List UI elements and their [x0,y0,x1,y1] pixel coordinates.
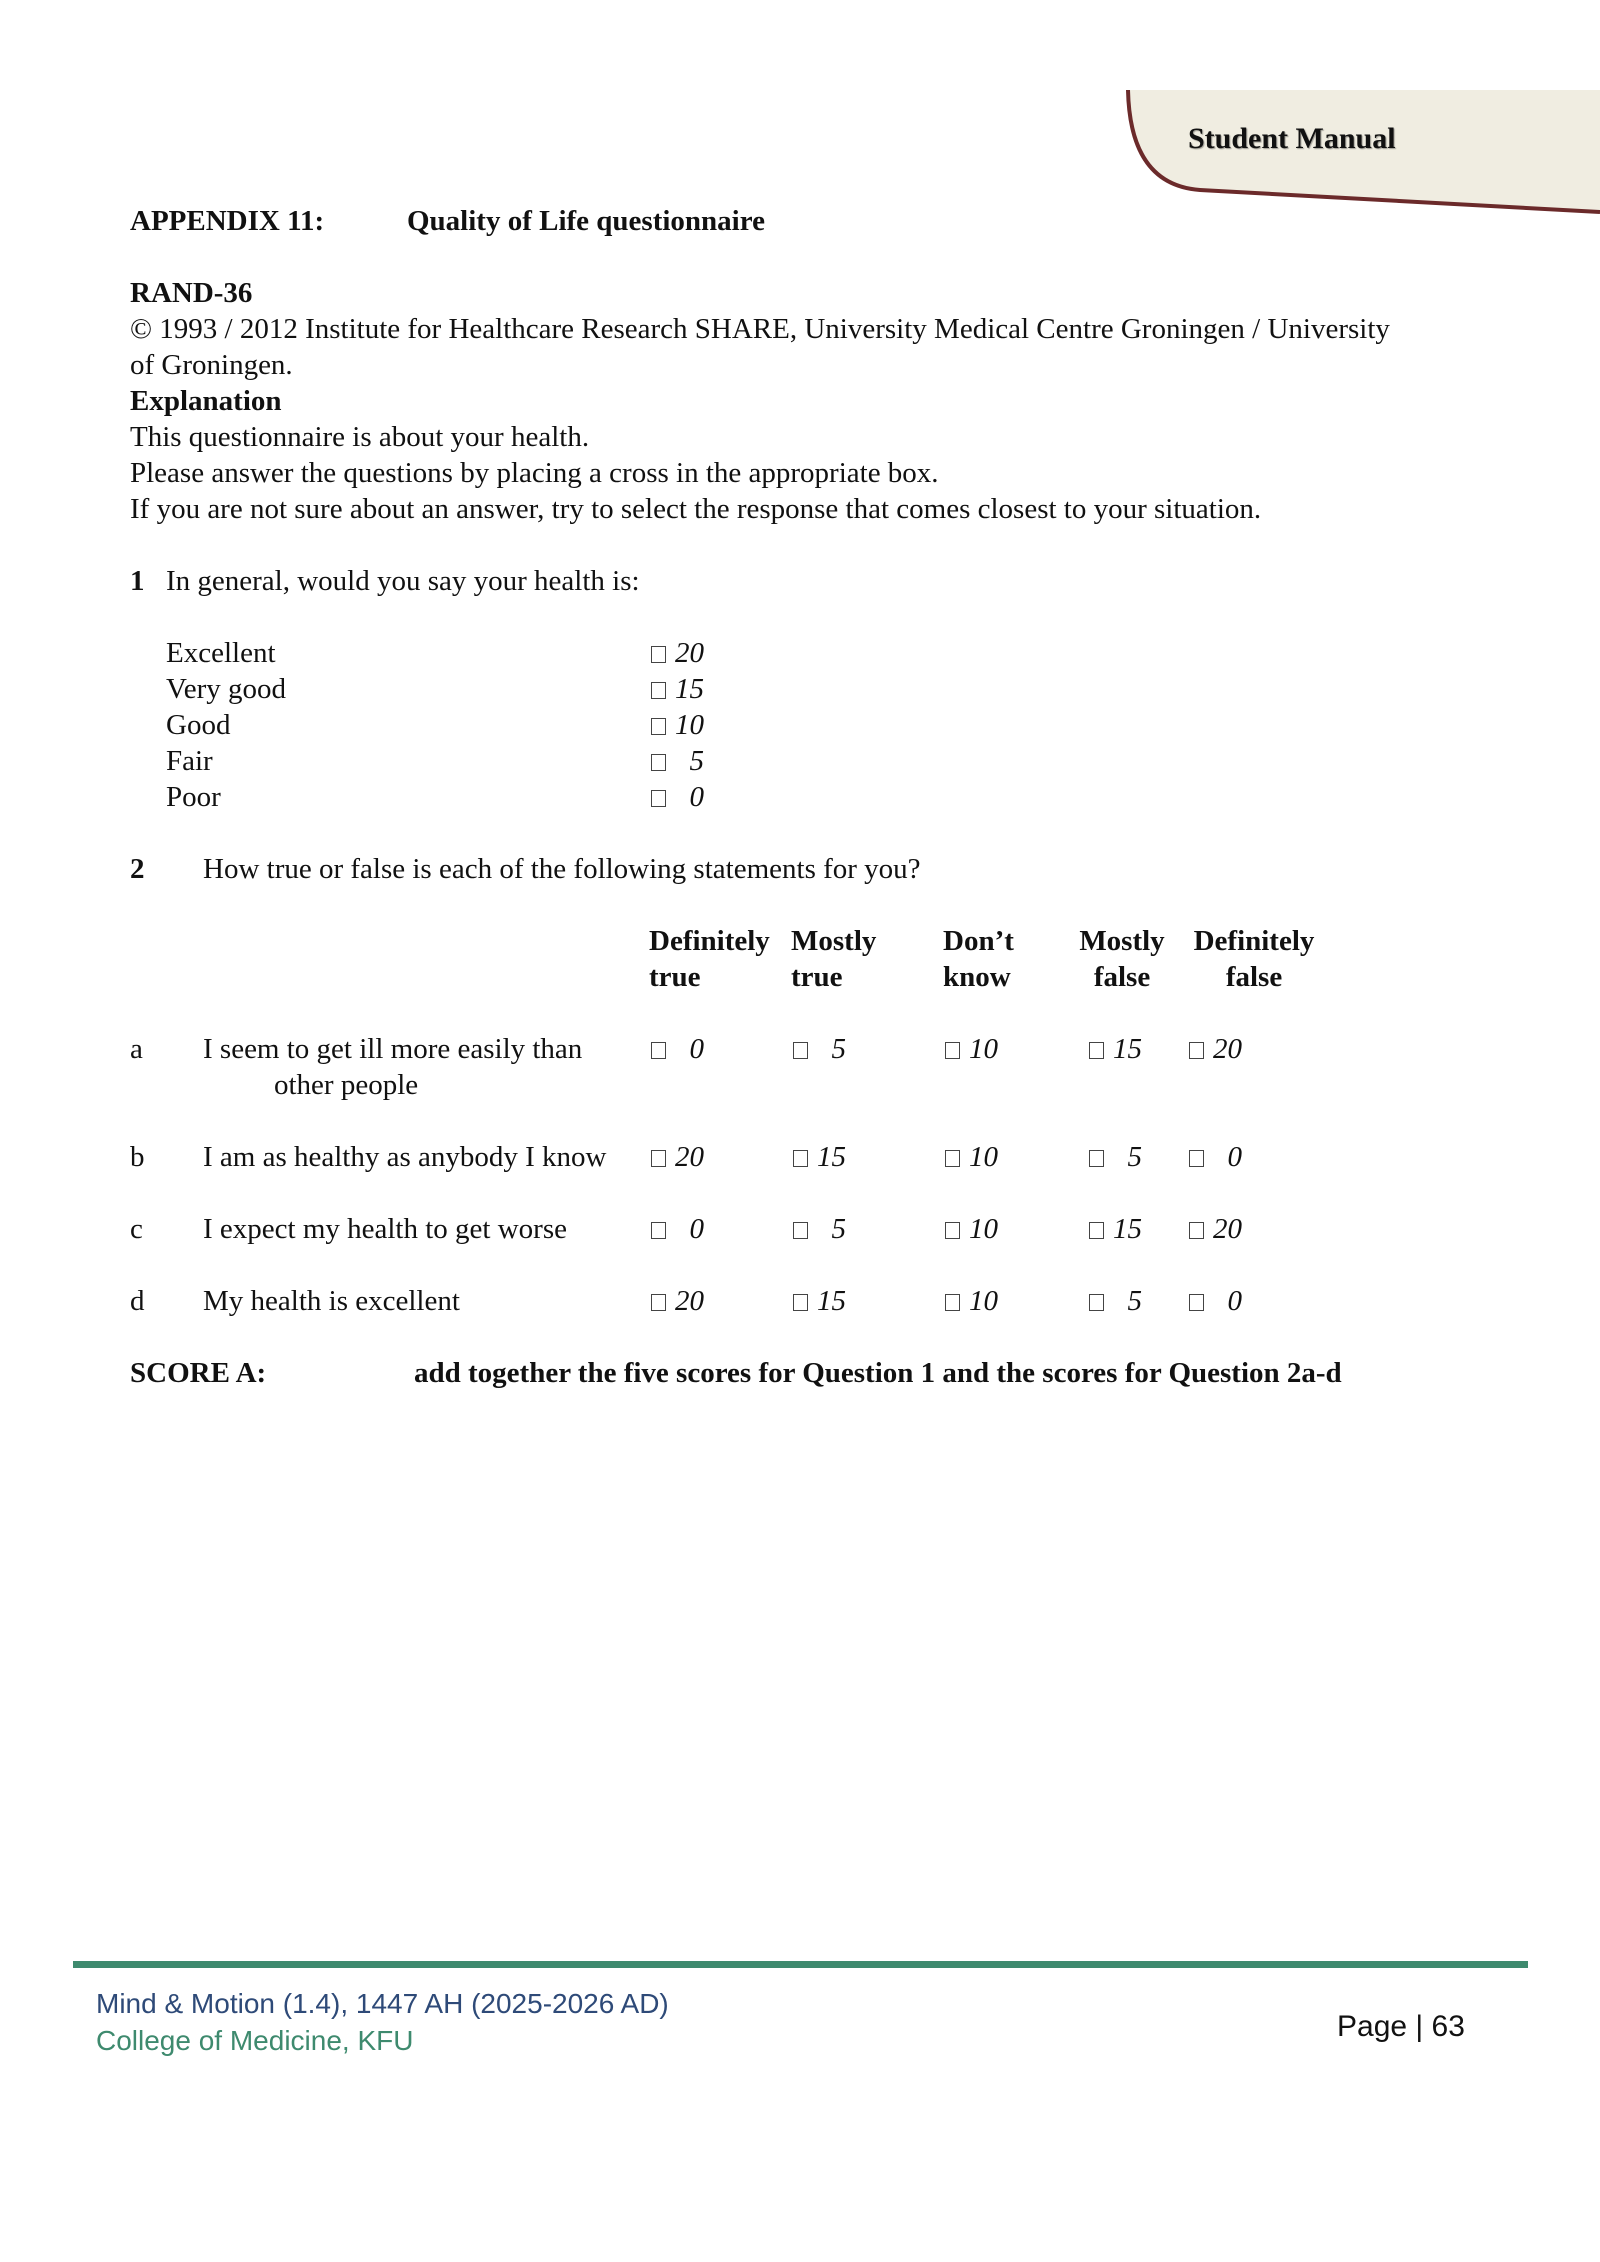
explanation-heading: Explanation [130,385,282,417]
score-value: 10 [675,709,704,741]
explanation-line: Please answer the questions by placing a cross in the appropriate box. [130,457,939,489]
q1-option-choice[interactable] [651,635,704,671]
q2-choice[interactable] [651,1283,704,1319]
score-value: 20 [675,1141,704,1173]
score-value: 15 [675,673,704,705]
q2-choice[interactable] [1089,1139,1142,1175]
q1-option-choice[interactable] [651,707,704,743]
rand-title: RAND-36 [130,277,253,309]
checkbox[interactable] [1189,1150,1204,1167]
q2-choice[interactable] [651,1031,704,1067]
q1-option-label: Excellent [166,637,276,669]
checkbox[interactable] [651,682,666,699]
footer-rule [73,1961,1528,1968]
column-header: Mostly false [1079,925,1165,993]
q2-choice[interactable] [945,1283,998,1319]
checkbox[interactable] [1089,1042,1104,1059]
footer-college: College of Medicine, KFU [96,2025,414,2056]
row-statement: My health is excellent [203,1285,460,1317]
column-header: Definitely true [649,925,770,993]
q2-choice[interactable] [1189,1139,1242,1175]
score-value: 10 [969,1285,998,1317]
score-value: 0 [1227,1285,1242,1317]
score-value: 15 [817,1141,846,1173]
checkbox[interactable] [793,1222,808,1239]
q2-number: 2 [130,853,145,885]
score-value: 0 [689,1033,704,1065]
q2-choice[interactable] [1189,1283,1242,1319]
score-value: 10 [969,1141,998,1173]
footer-course: Mind & Motion (1.4), 1447 AH (2025-2026 AD) [96,1988,669,2019]
checkbox[interactable] [945,1150,960,1167]
score-a-label: SCORE A: [130,1357,267,1389]
q1-option-label: Good [166,709,231,741]
row-statement: I expect my health to get worse [203,1213,567,1245]
checkbox[interactable] [651,1150,666,1167]
row-letter: d [130,1285,145,1317]
score-value: 10 [969,1213,998,1245]
q1-option-choice[interactable] [651,779,704,815]
q2-text: How true or false is each of the following statements for you? [203,853,921,885]
checkbox[interactable] [1189,1294,1204,1311]
q2-choice[interactable] [1189,1211,1242,1247]
checkbox[interactable] [651,1294,666,1311]
score-value: 0 [689,1213,704,1245]
q1-text: In general, would you say your health is: [166,565,640,597]
q2-choice[interactable] [1189,1031,1242,1067]
checkbox[interactable] [945,1042,960,1059]
column-header: Definitely false [1193,925,1315,993]
checkbox[interactable] [1089,1150,1104,1167]
q1-option-label: Very good [166,673,287,705]
row-letter: a [130,1033,143,1065]
explanation-line: If you are not sure about an answer, try to select the response that comes closest to your situation. [130,493,1262,525]
score-a-instruction: add together the five scores for Question 1 and the scores for Question 2a-d [414,1357,1342,1389]
checkbox[interactable] [651,1042,666,1059]
q2-choice[interactable] [793,1139,846,1175]
q1-option-choice[interactable] [651,671,704,707]
checkbox[interactable] [945,1294,960,1311]
q2-choice[interactable] [651,1211,704,1247]
q1-option-choice[interactable] [651,743,704,779]
score-value: 5 [1127,1285,1142,1317]
q2-choice[interactable] [1089,1031,1142,1067]
q1-option-label: Fair [166,745,213,777]
row-statement-cont: other people [274,1069,419,1101]
checkbox[interactable] [651,718,666,735]
page-number: Page | 63 [1337,2010,1465,2043]
q1-number: 1 [130,565,145,597]
score-value: 15 [1113,1033,1142,1065]
column-header: Mostly true [791,925,877,993]
score-value: 5 [1127,1141,1142,1173]
appendix-title: Quality of Life questionnaire [407,205,765,237]
checkbox[interactable] [1189,1222,1204,1239]
q2-choice[interactable] [1089,1283,1142,1319]
score-value: 0 [689,781,704,813]
score-value: 20 [675,637,704,669]
q1-option-label: Poor [166,781,221,813]
score-value: 5 [831,1213,846,1245]
q2-choice[interactable] [793,1283,846,1319]
row-statement: I seem to get ill more easily than [203,1033,583,1065]
row-letter: c [130,1213,143,1245]
score-value: 20 [675,1285,704,1317]
checkbox[interactable] [651,790,666,807]
copyright-line: © 1993 / 2012 Institute for Healthcare Research SHARE, University Medical Centre Groningen / University [130,313,1390,345]
checkbox[interactable] [793,1042,808,1059]
copyright-line: of Groningen. [130,349,293,381]
q2-choice[interactable] [1089,1211,1142,1247]
appendix-label: APPENDIX 11: [130,205,325,237]
q2-choice[interactable] [945,1139,998,1175]
column-header: Don’t know [943,925,1014,993]
checkbox[interactable] [793,1294,808,1311]
q2-choice[interactable] [945,1031,998,1067]
checkbox[interactable] [1089,1222,1104,1239]
header-tab-label: Student Manual [1188,122,1396,155]
q2-choice[interactable] [793,1211,846,1247]
explanation-line: This questionnaire is about your health. [130,421,590,453]
score-value: 20 [1213,1213,1242,1245]
checkbox[interactable] [651,1222,666,1239]
row-statement: I am as healthy as anybody I know [203,1141,607,1173]
checkbox[interactable] [651,754,666,771]
checkbox[interactable] [793,1150,808,1167]
score-value: 15 [1113,1213,1142,1245]
checkbox[interactable] [1089,1294,1104,1311]
score-value: 5 [689,745,704,777]
checkbox[interactable] [945,1222,960,1239]
score-value: 20 [1213,1033,1242,1065]
score-value: 5 [831,1033,846,1065]
q2-choice[interactable] [793,1031,846,1067]
score-value: 10 [969,1033,998,1065]
checkbox[interactable] [1189,1042,1204,1059]
q2-choice[interactable] [651,1139,704,1175]
score-value: 0 [1227,1141,1242,1173]
checkbox[interactable] [651,646,666,663]
score-value: 15 [817,1285,846,1317]
q2-choice[interactable] [945,1211,998,1247]
row-letter: b [130,1141,145,1173]
